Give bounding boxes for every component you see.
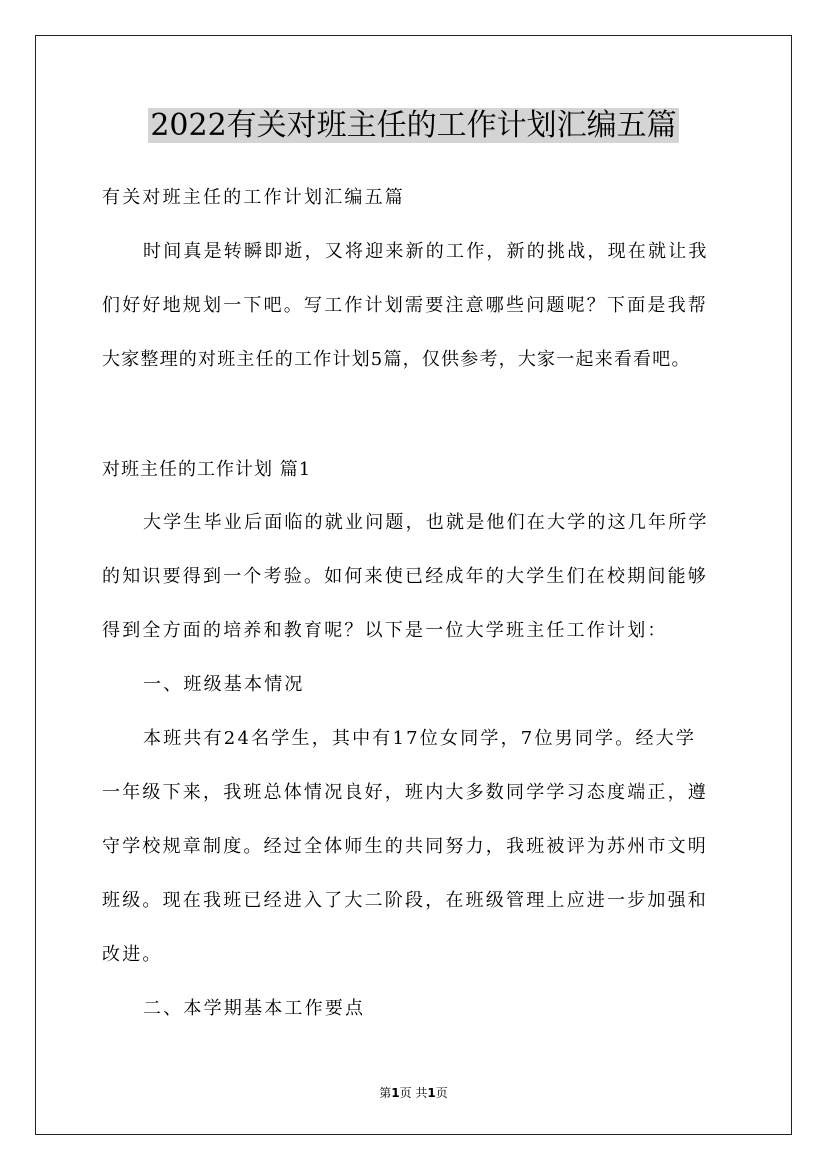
document-subtitle: 有关对班主任的工作计划汇编五篇 — [102, 187, 405, 208]
paragraph-line: 本班共有24名学生，其中有17位女同学，7位男同学。经大学 — [143, 728, 697, 749]
footer-text: 页 共 — [399, 1086, 428, 1100]
paragraph-line: 大学生毕业后面临的就业问题，也就是他们在大学的这几年所学 — [143, 512, 709, 533]
part-heading: 二、本学期基本工作要点 — [143, 998, 366, 1019]
intro-line: 们好好地规划一下吧。写工作计划需要注意哪些问题呢？下面是我帮 — [102, 295, 708, 316]
paragraph-line: 一年级下来，我班总体情况良好，班内大多数同学学习态度端正，遵 — [102, 782, 708, 803]
paragraph-line: 的知识要得到一个考验。如何来使已经成年的大学生们在校期间能够 — [102, 566, 708, 587]
paragraph-line: 守学校规章制度。经过全体师生的共同努力，我班被评为苏州市文明 — [102, 836, 708, 857]
intro-line: 时间真是转瞬即逝，又将迎来新的工作，新的挑战，现在就让我 — [143, 241, 709, 262]
page-number: 1 — [391, 1086, 400, 1100]
footer-text: 第 — [379, 1086, 392, 1100]
paragraph-line: 改进。 — [102, 944, 163, 965]
footer-text: 页 — [435, 1086, 448, 1100]
part-heading: 一、班级基本情况 — [143, 674, 305, 695]
intro-line: 大家整理的对班主任的工作计划5篇，仅供参考，大家一起来看看吧。 — [102, 349, 691, 370]
paragraph-line: 班级。现在我班已经进入了大二阶段，在班级管理上应进一步加强和 — [102, 890, 708, 911]
section-heading: 对班主任的工作计划 篇1 — [102, 459, 312, 480]
paragraph-line: 得到全方面的培养和教育呢？以下是一位大学班主任工作计划： — [102, 620, 668, 641]
document-title: 2022有关对班主任的工作计划汇编五篇 — [150, 108, 677, 143]
page-total: 1 — [427, 1086, 436, 1100]
page-footer — [0, 1084, 827, 1101]
